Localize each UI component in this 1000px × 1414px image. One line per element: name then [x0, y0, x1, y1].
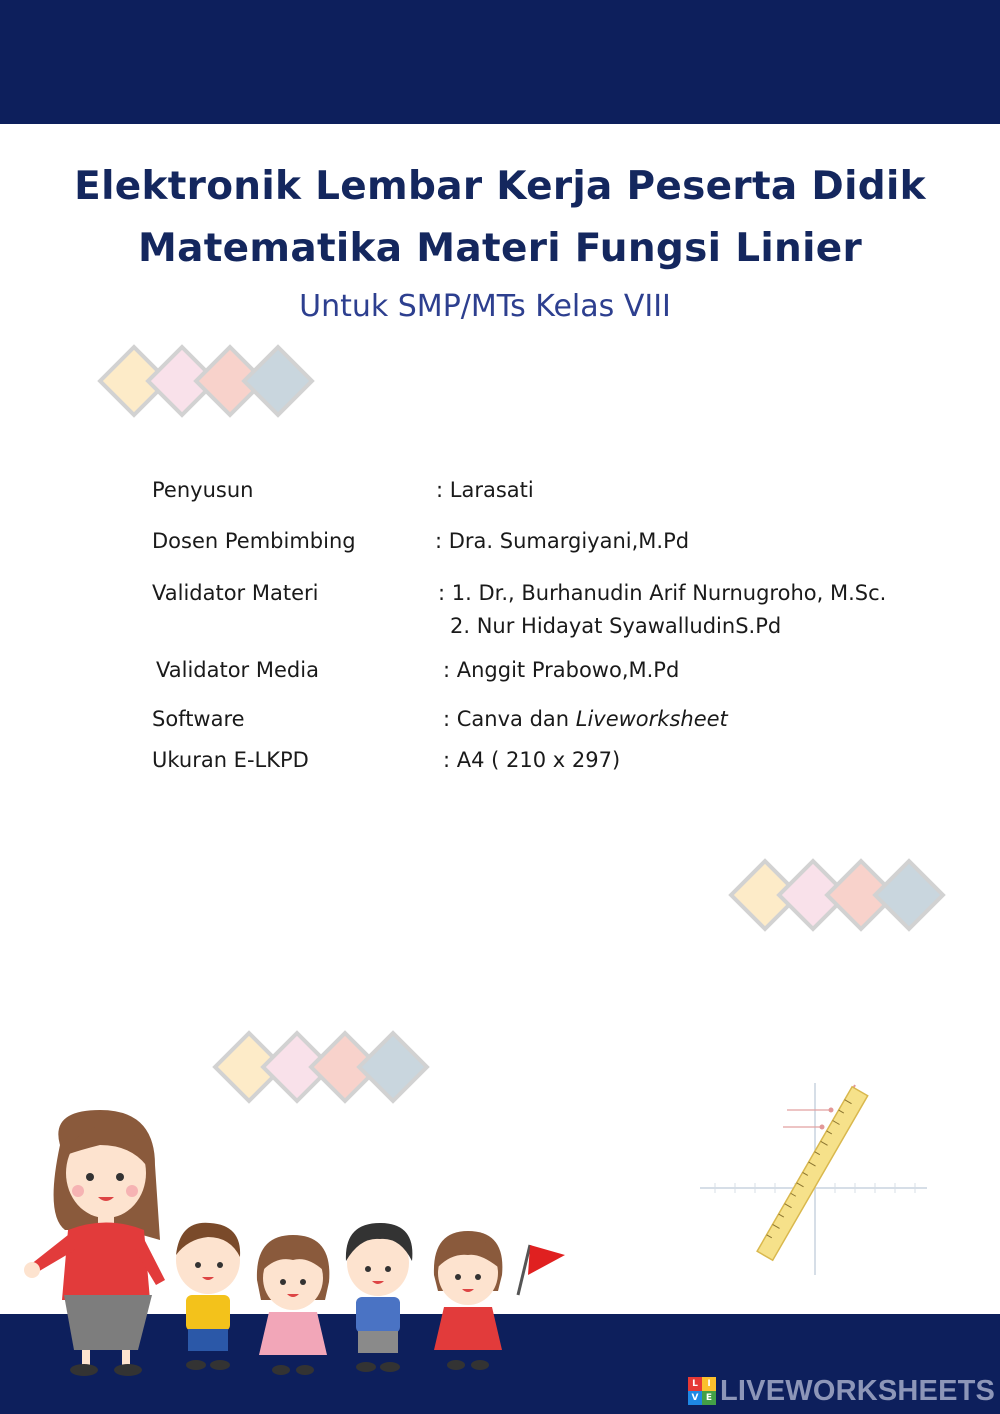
page-subtitle: Untuk SMP/MTs Kelas VIII — [299, 289, 671, 324]
dosen-value: : Dra. Sumargiyani,M.Pd — [435, 529, 690, 553]
logo-letter: E — [702, 1391, 716, 1405]
liveworksheets-logo — [688, 1374, 995, 1408]
software-label: Software — [152, 707, 245, 731]
diamond-row-decoration-icon — [211, 1029, 431, 1107]
validator-media-label: Validator Media — [156, 658, 319, 682]
teacher-children-illustration-icon — [20, 1105, 590, 1389]
validator-materi-label: Validator Materi — [152, 581, 319, 605]
ukuran-label: Ukuran E-LKPD — [152, 748, 309, 772]
logo-text: LIVEWORKSHEETS — [720, 1374, 996, 1407]
software-value-prefix: : Canva dan — [443, 707, 576, 731]
penyusun-label: Penyusun — [152, 478, 254, 502]
validator-materi-value-1: : 1. Dr., Burhanudin Arif Nurnugroho, M.Sc. — [438, 581, 887, 605]
validator-materi-value-2: 2. Nur Hidayat SyawalludinS.Pd — [450, 614, 782, 638]
logo-letter: V — [688, 1391, 702, 1405]
validator-media-value: : Anggit Prabowo,M.Pd — [443, 658, 680, 682]
logo-letter: I — [702, 1377, 716, 1391]
page-title-line-2: Matematika Materi Fungsi Linier — [137, 226, 863, 271]
ukuran-value: : A4 ( 210 x 297) — [443, 748, 621, 772]
top-banner — [0, 0, 1000, 124]
dosen-label: Dosen Pembimbing — [152, 529, 356, 553]
diamond-row-decoration-icon — [96, 343, 316, 421]
software-value — [443, 707, 728, 731]
penyusun-value: : Larasati — [436, 478, 534, 502]
liveworksheets-logo-icon — [688, 1377, 716, 1405]
software-value-italic: Liveworksheet — [575, 707, 728, 731]
diamond-row-decoration-icon — [727, 857, 947, 935]
page-title-line-1: Elektronik Lembar Kerja Peserta Didik — [74, 164, 926, 209]
linear-graph-ruler-illustration-icon — [695, 1075, 955, 1289]
logo-letter: L — [688, 1377, 702, 1391]
